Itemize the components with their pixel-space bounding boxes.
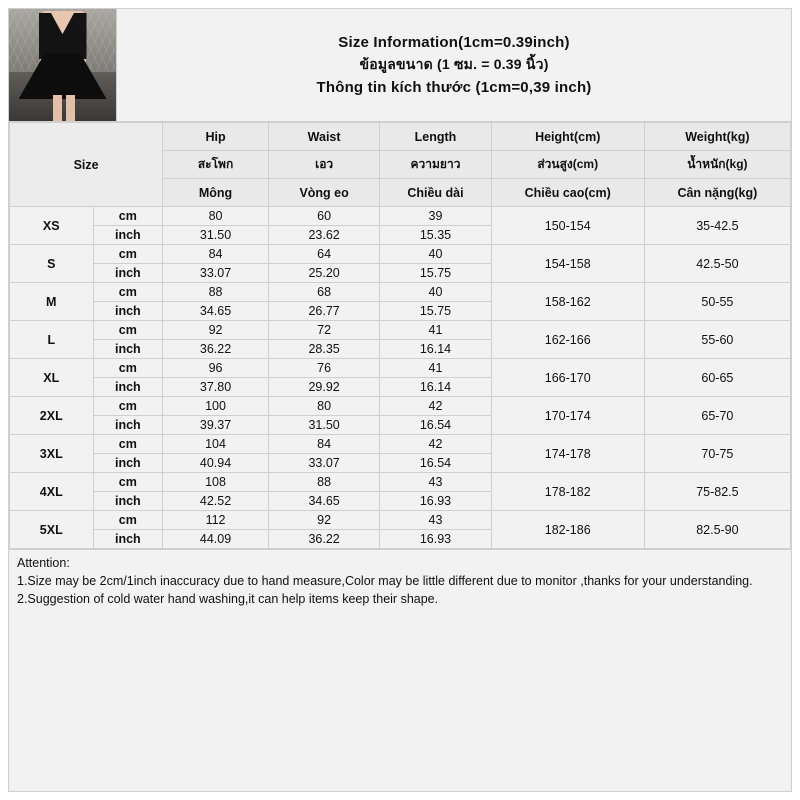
header-waist-vi: Vòng eo <box>268 179 379 207</box>
cell-length-inch: 16.93 <box>380 492 491 511</box>
size-label-cell: Size <box>10 123 163 207</box>
cell-hip-cm: 112 <box>163 511 269 530</box>
title-thai: ข้อมูลขนาด (1 ซม. = 0.39 นิ้ว) <box>359 56 549 72</box>
product-photo <box>9 9 117 121</box>
header-weight-vi: Cân nặng(kg) <box>644 179 790 207</box>
cell-hip-inch: 37.80 <box>163 378 269 397</box>
cell-length-inch: 16.14 <box>380 378 491 397</box>
row-unit-cm: cm <box>93 473 163 492</box>
row-unit-inch: inch <box>93 492 163 511</box>
table-row <box>10 397 791 416</box>
cell-waist-inch: 26.77 <box>268 302 379 321</box>
cell-waist-cm: 88 <box>268 473 379 492</box>
cell-hip-cm: 84 <box>163 245 269 264</box>
row-unit-inch: inch <box>93 302 163 321</box>
cell-length-cm: 41 <box>380 321 491 340</box>
cell-length-cm: 39 <box>380 207 491 226</box>
cell-length-cm: 41 <box>380 359 491 378</box>
row-unit-inch: inch <box>93 264 163 283</box>
table-row <box>10 359 791 378</box>
cell-height: 182-186 <box>491 511 644 549</box>
cell-waist-inch: 29.92 <box>268 378 379 397</box>
table-row <box>10 511 791 530</box>
attention-line-2: 2.Suggestion of cold water hand washing,it can help items keep their shape. <box>17 592 439 607</box>
photo-model-leg-right <box>66 95 75 121</box>
row-unit-cm: cm <box>93 245 163 264</box>
header-height-en: Height(cm) <box>491 123 644 151</box>
row-unit-inch: inch <box>93 340 163 359</box>
cell-height: 166-170 <box>491 359 644 397</box>
cell-waist-cm: 64 <box>268 245 379 264</box>
photo-model-leg-left <box>53 95 62 121</box>
cell-weight: 82.5-90 <box>644 511 790 549</box>
row-size-4xl: 4XL <box>10 473 94 511</box>
row-unit-cm: cm <box>93 321 163 340</box>
cell-waist-cm: 84 <box>268 435 379 454</box>
row-size-s: S <box>10 245 94 283</box>
cell-waist-cm: 92 <box>268 511 379 530</box>
title-block <box>117 9 791 121</box>
cell-weight: 60-65 <box>644 359 790 397</box>
header-hip-th: สะโพก <box>163 151 269 179</box>
table-row <box>10 245 791 264</box>
attention-heading: Attention: <box>17 556 70 570</box>
header-height-vi: Chiều cao(cm) <box>491 179 644 207</box>
cell-length-cm: 43 <box>380 473 491 492</box>
table-row <box>10 321 791 340</box>
cell-hip-inch: 33.07 <box>163 264 269 283</box>
cell-waist-inch: 31.50 <box>268 416 379 435</box>
row-unit-inch: inch <box>93 378 163 397</box>
row-size-m: M <box>10 283 94 321</box>
cell-hip-cm: 100 <box>163 397 269 416</box>
header-hip-en: Hip <box>163 123 269 151</box>
header-length-en: Length <box>380 123 491 151</box>
title-english: Size Information(1cm=0.39inch) <box>338 34 570 51</box>
cell-weight: 70-75 <box>644 435 790 473</box>
cell-weight: 35-42.5 <box>644 207 790 245</box>
table-row <box>10 207 791 226</box>
row-unit-inch: inch <box>93 530 163 549</box>
cell-waist-inch: 36.22 <box>268 530 379 549</box>
cell-length-cm: 43 <box>380 511 491 530</box>
chart-header <box>9 9 791 122</box>
header-weight-th: น้ำหนัก(kg) <box>644 151 790 179</box>
row-size-l: L <box>10 321 94 359</box>
cell-length-inch: 16.93 <box>380 530 491 549</box>
table-row <box>10 283 791 302</box>
row-unit-cm: cm <box>93 283 163 302</box>
cell-length-inch: 16.54 <box>380 416 491 435</box>
cell-waist-cm: 60 <box>268 207 379 226</box>
cell-waist-inch: 34.65 <box>268 492 379 511</box>
header-height-th: ส่วนสูง(cm) <box>491 151 644 179</box>
cell-height: 154-158 <box>491 245 644 283</box>
size-table <box>9 122 791 549</box>
cell-length-cm: 40 <box>380 245 491 264</box>
size-chart-sheet <box>8 8 792 792</box>
row-unit-inch: inch <box>93 416 163 435</box>
cell-height: 162-166 <box>491 321 644 359</box>
attention-note <box>9 549 791 791</box>
row-size-xs: XS <box>10 207 94 245</box>
header-waist-th: เอว <box>268 151 379 179</box>
row-unit-cm: cm <box>93 359 163 378</box>
row-unit-inch: inch <box>93 454 163 473</box>
row-size-3xl: 3XL <box>10 435 94 473</box>
header-weight-en: Weight(kg) <box>644 123 790 151</box>
cell-length-inch: 16.14 <box>380 340 491 359</box>
cell-length-inch: 15.75 <box>380 264 491 283</box>
row-size-xl: XL <box>10 359 94 397</box>
row-size-2xl: 2XL <box>10 397 94 435</box>
row-unit-cm: cm <box>93 435 163 454</box>
cell-waist-cm: 68 <box>268 283 379 302</box>
cell-waist-inch: 28.35 <box>268 340 379 359</box>
cell-waist-inch: 25.20 <box>268 264 379 283</box>
cell-height: 158-162 <box>491 283 644 321</box>
row-size-5xl: 5XL <box>10 511 94 549</box>
cell-height: 170-174 <box>491 397 644 435</box>
cell-hip-cm: 92 <box>163 321 269 340</box>
cell-waist-cm: 72 <box>268 321 379 340</box>
header-length-vi: Chiều dài <box>380 179 491 207</box>
cell-hip-inch: 34.65 <box>163 302 269 321</box>
row-unit-cm: cm <box>93 207 163 226</box>
table-row <box>10 435 791 454</box>
cell-length-inch: 15.35 <box>380 226 491 245</box>
cell-hip-cm: 88 <box>163 283 269 302</box>
cell-waist-cm: 76 <box>268 359 379 378</box>
cell-weight: 65-70 <box>644 397 790 435</box>
table-header-row-en <box>10 123 791 151</box>
cell-hip-cm: 108 <box>163 473 269 492</box>
cell-hip-cm: 96 <box>163 359 269 378</box>
cell-weight: 75-82.5 <box>644 473 790 511</box>
cell-hip-inch: 39.37 <box>163 416 269 435</box>
header-hip-vi: Mông <box>163 179 269 207</box>
cell-hip-cm: 104 <box>163 435 269 454</box>
cell-hip-inch: 36.22 <box>163 340 269 359</box>
title-vietnamese: Thông tin kích thước (1cm=0,39 inch) <box>316 79 592 96</box>
cell-waist-cm: 80 <box>268 397 379 416</box>
cell-hip-inch: 31.50 <box>163 226 269 245</box>
row-unit-inch: inch <box>93 226 163 245</box>
header-waist-en: Waist <box>268 123 379 151</box>
cell-length-inch: 16.54 <box>380 454 491 473</box>
cell-weight: 42.5-50 <box>644 245 790 283</box>
header-length-th: ความยาว <box>380 151 491 179</box>
row-unit-cm: cm <box>93 511 163 530</box>
table-row <box>10 473 791 492</box>
cell-hip-inch: 40.94 <box>163 454 269 473</box>
cell-length-cm: 40 <box>380 283 491 302</box>
cell-hip-inch: 44.09 <box>163 530 269 549</box>
cell-height: 150-154 <box>491 207 644 245</box>
cell-length-inch: 15.75 <box>380 302 491 321</box>
cell-hip-cm: 80 <box>163 207 269 226</box>
cell-weight: 55-60 <box>644 321 790 359</box>
attention-line-1: 1.Size may be 2cm/1inch inaccuracy due to hand measure,Color may be little different due to monitor ,thanks for your understanding. <box>17 574 753 589</box>
cell-waist-inch: 33.07 <box>268 454 379 473</box>
cell-weight: 50-55 <box>644 283 790 321</box>
cell-length-cm: 42 <box>380 397 491 416</box>
cell-hip-inch: 42.52 <box>163 492 269 511</box>
row-unit-cm: cm <box>93 397 163 416</box>
cell-height: 178-182 <box>491 473 644 511</box>
cell-length-cm: 42 <box>380 435 491 454</box>
cell-waist-inch: 23.62 <box>268 226 379 245</box>
cell-height: 174-178 <box>491 435 644 473</box>
